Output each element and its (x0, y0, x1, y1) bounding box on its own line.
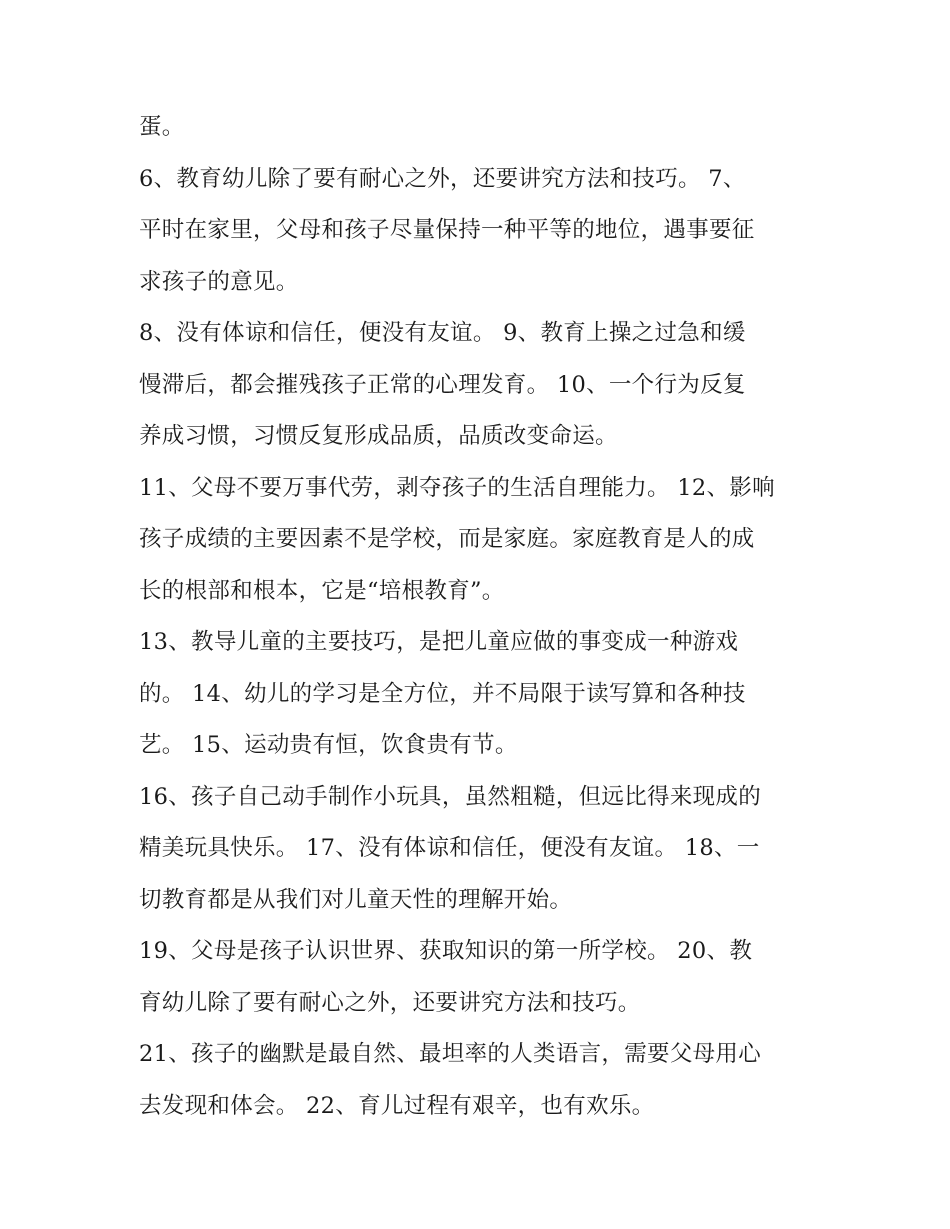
text-line-16: 切教育都是从我们对儿童天性的理解开始。 (139, 886, 573, 913)
text-line-9: 孩子成绩的主要因素不是学校，而是家庭。家庭教育是人的成 (139, 526, 755, 552)
text-line-19: 21、孩子的幽默是最自然、最坦率的人类语言，需要父母用心 (139, 1041, 762, 1067)
text-line-2: 6、教育幼儿除了要有耐心之外，还要讲究方法和技巧。 7、 (139, 165, 746, 192)
text-line-7: 养成习惯，习惯反复形成品质，品质改变命运。 (139, 423, 618, 449)
text-line-14: 16、孩子自己动手制作小玩具，虽然粗糙，但远比得来现成的 (139, 783, 762, 810)
text-line-10: 长的根部和根本，它是“培根教育”。 (139, 577, 505, 604)
text-line-18: 育幼儿除了要有耐心之外，还要讲究方法和技巧。 (139, 989, 641, 1016)
text-line-11: 13、教导儿童的主要技巧，是把儿童应做的事变成一种游戏 (139, 629, 739, 655)
text-line-17: 19、父母是孩子认识世界、获取知识的第一所学校。 20、教 (139, 938, 753, 964)
text-line-5: 8、没有体谅和信任，便没有友谊。 9、教育上操之过急和缓 (139, 320, 746, 346)
text-line-4: 求孩子的意见。 (139, 268, 299, 295)
text-line-6: 慢滞后，都会摧残孩子正常的心理发育。 10、一个行为反复 (139, 371, 746, 398)
text-line-1: 蛋。 (139, 114, 185, 140)
text-line-3: 平时在家里，父母和孩子尽量保持一种平等的地位，遇事要征 (139, 217, 755, 243)
text-line-8: 11、父母不要万事代劳，剥夺孩子的生活自理能力。 12、影响 (139, 474, 775, 501)
text-line-13: 艺。 15、运动贵有恒，饮食贵有节。 (139, 732, 518, 758)
text-line-12: 的。 14、幼儿的学习是全方位，并不局限于读写算和各种技 (139, 680, 746, 707)
document-body (139, 102, 819, 1132)
text-line-20: 去发现和体会。 22、育儿过程有艰辛，也有欢乐。 (139, 1092, 655, 1119)
text-line-15: 精美玩具快乐。 17、没有体谅和信任，便没有友谊。 18、一 (139, 835, 760, 861)
